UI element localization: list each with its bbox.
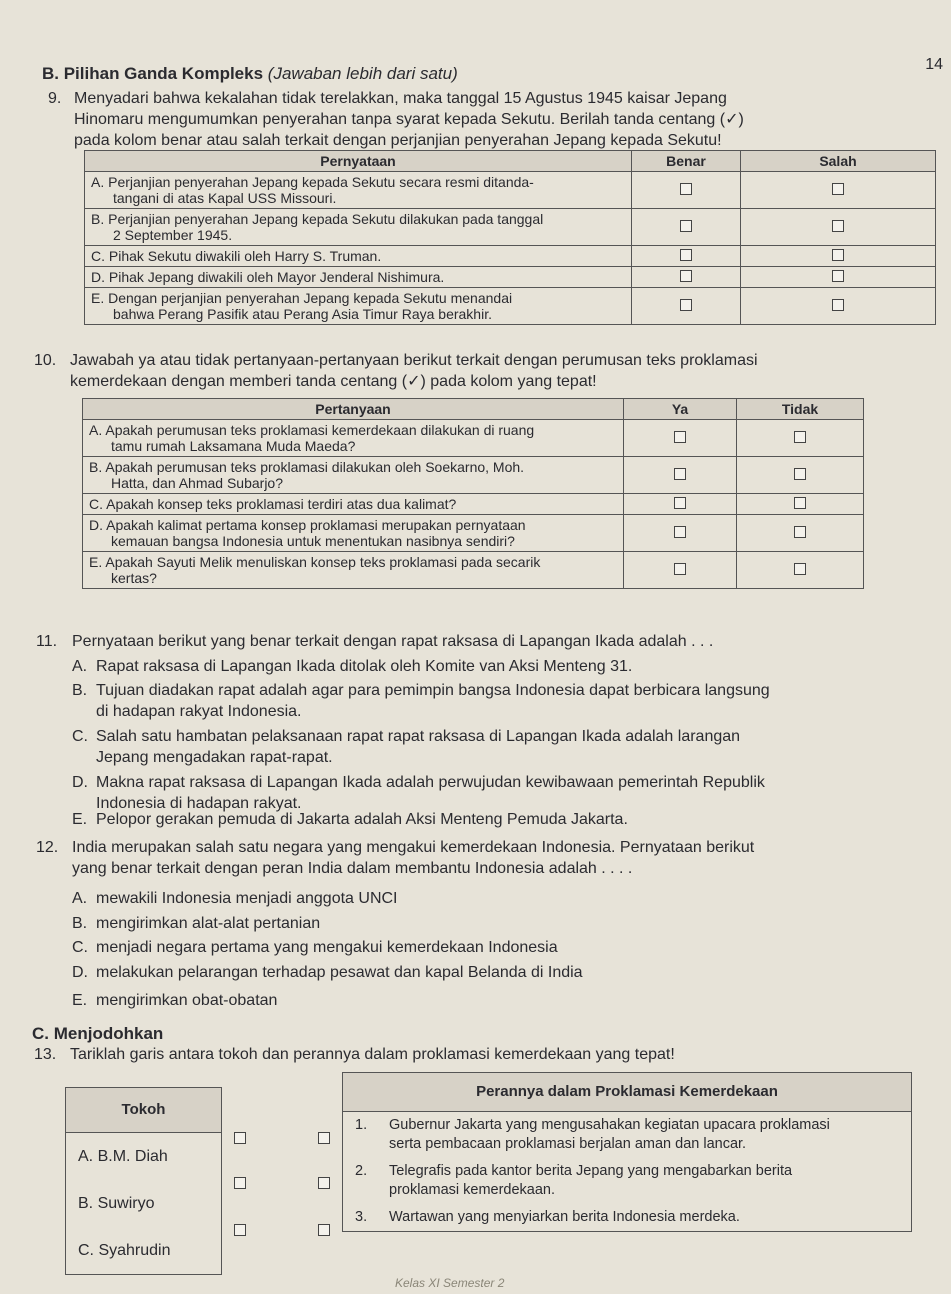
q12-option-d[interactable]: D. melakukan pelarangan terhadap pesawat dan kapal Belanda di India: [72, 964, 583, 981]
role-item: 2. Telegrafis pada kantor berita Jepang yang mengabarkan berita proklamasi kemerdekaan.: [355, 1163, 793, 1198]
table-row: B. Perjanjian penyerahan Jepang kepada Sekutu dilakukan pada tanggal 2 September 1945.: [85, 209, 936, 246]
q12-option-c[interactable]: C. menjadi negara pertama yang mengakui kemerdekaan Indonesia: [72, 939, 558, 956]
q9-header-true: Benar: [632, 151, 741, 172]
checkbox[interactable]: [674, 563, 686, 575]
table-row: A. Perjanjian penyerahan Jepang kepada Sekutu secara resmi ditanda- tangani di atas Kapal USS Missouri.: [85, 172, 936, 209]
checkbox[interactable]: [794, 497, 806, 509]
q9-header-false: Salah: [741, 151, 936, 172]
checkbox[interactable]: [680, 249, 692, 261]
match-box-right-2[interactable]: [318, 1177, 330, 1189]
table-row: E. Apakah Sayuti Melik menuliskan konsep teks proklamasi pada secarik kertas?: [83, 552, 864, 589]
checkbox[interactable]: [832, 249, 844, 261]
q11-option-e[interactable]: E. Pelopor gerakan pemuda di Jakarta adalah Aksi Menteng Pemuda Jakarta.: [72, 811, 628, 828]
checkbox[interactable]: [674, 526, 686, 538]
role-item: 3. Wartawan yang menyiarkan berita Indonesia merdeka.: [355, 1209, 740, 1225]
q12-option-a[interactable]: A. mewakili Indonesia menjadi anggota UNCI: [72, 890, 398, 907]
checkbox[interactable]: [680, 270, 692, 282]
table-row: B. Apakah perumusan teks proklamasi dilakukan oleh Soekarno, Moh. Hatta, dan Ahmad Subarjo?: [83, 457, 864, 494]
checkbox[interactable]: [794, 526, 806, 538]
match-box-left-b[interactable]: [234, 1177, 246, 1189]
match-box-left-a[interactable]: [234, 1132, 246, 1144]
q12-option-e[interactable]: E. mengirimkan obat-obatan: [72, 992, 278, 1009]
checkbox[interactable]: [680, 299, 692, 311]
figures-header: Tokoh: [66, 1088, 221, 1133]
checkbox[interactable]: [832, 299, 844, 311]
checkbox[interactable]: [832, 220, 844, 232]
figure-item: B. Suwiryo: [78, 1195, 155, 1212]
checkbox[interactable]: [680, 183, 692, 195]
question-9: 9. Menyadari bahwa kekalahan tidak terelakkan, maka tanggal 15 Agustus 1945 kaisar Jepang Hinomaru mengumumkan penyerahan tanpa syarat kepada Sekutu. Berilah tanda centang (✓) pada kolom benar atau salah terkait dengan perjanjian penyerahan Jepang kepada Sekutu!: [48, 90, 744, 149]
q9-header-statement: Pernyataan: [85, 151, 632, 172]
checkbox[interactable]: [674, 468, 686, 480]
question-11: 11. Pernyataan berikut yang benar terkait dengan rapat raksasa di Lapangan Ikada adalah . . .: [36, 633, 714, 650]
checkbox[interactable]: [794, 431, 806, 443]
figure-item: A. B.M. Diah: [78, 1148, 168, 1165]
q11-option-d[interactable]: D. Makna rapat raksasa di Lapangan Ikada adalah perwujudan kewibawaan pemerintah Republik Indonesia di hadapan rakyat.: [72, 774, 765, 812]
q10-header-yes: Ya: [624, 399, 737, 420]
figures-column: [65, 1087, 222, 1275]
page-number: 14: [925, 56, 943, 73]
q12-option-b[interactable]: B. mengirimkan alat-alat pertanian: [72, 915, 321, 932]
checkbox[interactable]: [674, 497, 686, 509]
q11-option-c[interactable]: C. Salah satu hambatan pelaksanaan rapat rapat raksasa di Lapangan Ikada adalah larangan Jepang mengadakan rapat-rapat.: [72, 728, 741, 766]
checkbox[interactable]: [794, 563, 806, 575]
q10-table: [82, 398, 864, 589]
checkbox[interactable]: [680, 220, 692, 232]
question-13: 13. Tariklah garis antara tokoh dan perannya dalam proklamasi kemerdekaan yang tepat!: [34, 1046, 675, 1063]
table-row: C. Pihak Sekutu diwakili oleh Harry S. Truman.: [85, 246, 936, 267]
section-c-title: C. Menjodohkan: [32, 1024, 164, 1043]
q10-header-question: Pertanyaan: [83, 399, 624, 420]
match-box-right-3[interactable]: [318, 1224, 330, 1236]
question-10: 10. Jawabah ya atau tidak pertanyaan-pertanyaan berikut terkait dengan perumusan teks proklamasi kemerdekaan dengan memberi tanda centang (✓) pada kolom yang tepat!: [34, 352, 758, 390]
q9-table: [84, 150, 936, 325]
table-row: D. Pihak Jepang diwakili oleh Mayor Jenderal Nishimura.: [85, 267, 936, 288]
q11-option-a[interactable]: A. Rapat raksasa di Lapangan Ikada ditolak oleh Komite van Aksi Menteng 31.: [72, 658, 633, 675]
checkbox[interactable]: [832, 183, 844, 195]
question-12: 12. India merupakan salah satu negara yang mengakui kemerdekaan Indonesia. Pernyataan berikut yang benar terkait dengan peran India dalam membantu Indonesia adalah . . . .: [36, 839, 755, 877]
table-row: E. Dengan perjanjian penyerahan Jepang kepada Sekutu menandai bahwa Perang Pasifik atau Perang Asia Timur Raya berakhir.: [85, 288, 936, 325]
checkbox[interactable]: [832, 270, 844, 282]
table-row: A. Apakah perumusan teks proklamasi kemerdekaan dilakukan di ruang tamu rumah Laksamana Muda Maeda?: [83, 420, 864, 457]
roles-header: Perannya dalam Proklamasi Kemerdekaan: [343, 1073, 911, 1112]
table-row: D. Apakah kalimat pertama konsep proklamasi merupakan pernyataan kemauan bangsa Indonesia untuk menentukan nasibnya sendiri?: [83, 515, 864, 552]
roles-column: [342, 1072, 912, 1232]
match-box-left-c[interactable]: [234, 1224, 246, 1236]
figure-item: C. Syahrudin: [78, 1242, 171, 1259]
section-b-title: B. Pilihan Ganda Kompleks (Jawaban lebih dari satu): [42, 64, 458, 83]
checkbox[interactable]: [674, 431, 686, 443]
q11-option-b[interactable]: B. Tujuan diadakan rapat adalah agar para pemimpin bangsa Indonesia dapat berbicara langsung di hadapan rakyat Indonesia.: [72, 682, 770, 720]
q10-header-no: Tidak: [737, 399, 864, 420]
match-box-right-1[interactable]: [318, 1132, 330, 1144]
page-footer: Kelas XI Semester 2: [395, 1276, 505, 1290]
role-item: 1. Gubernur Jakarta yang mengusahakan kegiatan upacara proklamasi serta pembacaan proklamasi berjalan aman dan lancar.: [355, 1117, 830, 1152]
table-row: C. Apakah konsep teks proklamasi terdiri atas dua kalimat?: [83, 494, 864, 515]
checkbox[interactable]: [794, 468, 806, 480]
